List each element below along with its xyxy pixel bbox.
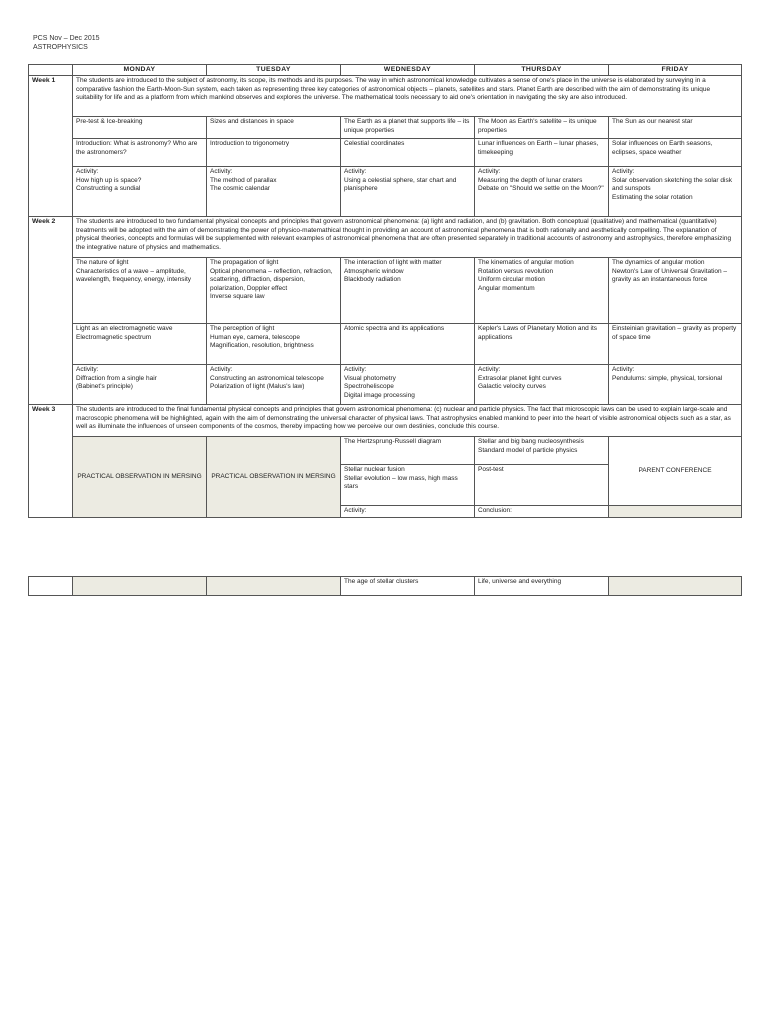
- week2-tue-2: [207, 324, 341, 365]
- week2-row-1: [29, 258, 742, 324]
- cell-line: Inverse square law: [210, 293, 265, 301]
- cell-line: The propagation of light: [210, 259, 279, 267]
- cell-line: Activity:: [344, 168, 367, 176]
- cell-line: Introduction: What is astronomy? Who are the astronomers?: [76, 140, 198, 156]
- cell-line: Solar observation sketching the solar disk and sunspots: [612, 176, 732, 193]
- continuation-thu: Life, universe and everything: [475, 577, 609, 596]
- week2-fri-1: [609, 258, 742, 324]
- cell-line: Debate on "Should we settle on the Moon?": [478, 185, 604, 193]
- day-header-friday: FRIDAY: [609, 65, 742, 76]
- cell-line: Activity:: [612, 168, 635, 176]
- week3-wed-activity: [341, 506, 475, 517]
- week1-tue-1: [207, 117, 341, 139]
- week3-fri-blank: [609, 506, 742, 517]
- header-subject: ASTROPHYSICS: [33, 44, 88, 51]
- week2-intro-row: [29, 217, 742, 258]
- cell-line: The Earth as a planet that supports life – its unique properties: [344, 118, 470, 134]
- week1-fri-2: [609, 139, 742, 167]
- continuation-fri: [609, 577, 742, 596]
- week1-mon-2: [73, 139, 207, 167]
- cell-line: Newton's Law of Universal Gravitation – gravity as an instantaneous force: [612, 267, 728, 284]
- cell-line: How high up is space?: [76, 176, 142, 184]
- continuation-wed: The age of stellar clusters: [341, 577, 475, 596]
- cell-line: Diffraction from a single hair: [76, 374, 157, 382]
- continuation-row: [29, 577, 742, 596]
- cell-line: Polarization of light (Malus's law): [210, 383, 305, 391]
- week1-thu-activity: [475, 167, 609, 217]
- week1-row-3: [29, 167, 742, 217]
- cell-line: Angular momentum: [478, 284, 535, 292]
- cell-line: Extrasolar planet light curves: [478, 374, 562, 382]
- cell-line: Digital image processing: [344, 391, 415, 399]
- cell-line: Einsteinian gravitation – gravity as property of space time: [612, 325, 737, 341]
- cell-line: Electromagnetic spectrum: [76, 333, 152, 341]
- schedule-continuation-table: [28, 576, 742, 596]
- day-header-wednesday: WEDNESDAY: [341, 65, 475, 76]
- week1-thu-2: [475, 139, 609, 167]
- week1-row-2: [29, 139, 742, 167]
- week3-wed-1: [341, 437, 475, 465]
- cell-line: Activity:: [76, 168, 99, 176]
- cell-line: The method of parallax: [210, 176, 277, 184]
- cell-line: Activity:: [612, 366, 635, 374]
- week1-wed-activity: [341, 167, 475, 217]
- week2-tue-activity: [207, 365, 341, 405]
- cell-line: Light as an electromagnetic wave: [76, 325, 173, 333]
- day-header-monday: MONDAY: [73, 65, 207, 76]
- week3-row-1: [29, 437, 742, 465]
- cell-line: Atomic spectra and its applications: [344, 325, 445, 333]
- week1-mon-1: [73, 117, 207, 139]
- week1-wed-1: [341, 117, 475, 139]
- week2-mon-activity: [73, 365, 207, 405]
- week3-wed-2: [341, 465, 475, 506]
- cell-line: Kepler's Laws of Planetary Motion and its applications: [478, 325, 598, 341]
- week3-intro-row: [29, 405, 742, 437]
- week2-row-3: [29, 365, 742, 405]
- day-header-tuesday: TUESDAY: [207, 65, 341, 76]
- week3-label: Week 3: [29, 405, 73, 437]
- week2-thu-activity: [475, 365, 609, 405]
- day-header-row: [29, 65, 742, 76]
- week2-wed-2: [341, 324, 475, 365]
- week1-intro: The students are introduced to the subject of astronomy, its scope, its methods and its purposes. The way in which astronomical knowledge cultivates a sense of one's place in the universe is elaborated by surveying in a comparative fashion the Earth-Moon-Sun system, each taken as representing three key categories of astronomical objects – planets, satellites and stars. Planet Earth are described with the aim of demonstrating its unique suitability for life and as a platform from which mankind observes and explores the universe. The mathematical tools necessary to aid one's orientation in navigating the sky are also introduced.: [73, 76, 742, 117]
- week1-fri-1: [609, 117, 742, 139]
- week3-fri-parent-conference: PARENT CONFERENCE: [609, 437, 742, 506]
- week2-tue-1: [207, 258, 341, 324]
- week1-mon-activity: [73, 167, 207, 217]
- cell-line: The interaction of light with matter: [344, 259, 442, 267]
- cell-line: The nature of light: [76, 259, 129, 267]
- week2-label: Week 2: [29, 217, 73, 258]
- cell-line: The kinematics of angular motion: [478, 259, 574, 267]
- week2-row-2: [29, 324, 742, 365]
- corner-cell: [29, 65, 73, 76]
- cell-line: Celestial coordinates: [344, 140, 405, 148]
- week2-mon-2: [73, 324, 207, 365]
- cell-line: Rotation versus revolution: [478, 267, 554, 275]
- continuation-tue: [207, 577, 341, 596]
- continuation-mon: [73, 577, 207, 596]
- week3-thu-2: [475, 465, 609, 506]
- cell-line: The Moon as Earth's satellite – its unique properties: [478, 118, 597, 134]
- cell-line: Atmospheric window: [344, 267, 404, 275]
- week3-intro: The students are introduced to the final fundamental physical concepts and principles that govern astronomical phenomena: (c) nuclear and particle physics. The fact that microscopic laws can be used to explain large-scale and macroscopic phenomena will be highlighted, again with the aim of demonstrating the universal character of physical laws. That astrophysics enabled mankind to peer into the heart of visible astronomical objects such as a star, as well as illuminate the influences of unseen components of the cosmos, thereby impacting how we perceive our own destinies, conclude this course.: [73, 405, 742, 437]
- cell-line: Magnification, resolution, brightness: [210, 342, 314, 350]
- week2-thu-1: [475, 258, 609, 324]
- cell-line: The cosmic calendar: [210, 185, 270, 193]
- week2-fri-2: [609, 324, 742, 365]
- cell-line: Sizes and distances in space: [210, 118, 294, 126]
- cell-line: Lunar influences on Earth – lunar phases, timekeeping: [478, 140, 599, 156]
- week2-wed-1: [341, 258, 475, 324]
- week2-fri-activity: [609, 365, 742, 405]
- cell-line: Activity:: [76, 366, 99, 374]
- week2-thu-2: [475, 324, 609, 365]
- cell-line: Constructing a sundial: [76, 185, 141, 193]
- cell-line: Pre-test & Ice-breaking: [76, 118, 143, 126]
- week1-tue-activity: [207, 167, 341, 217]
- cell-line: Activity:: [344, 507, 367, 515]
- week3-thu-1: [475, 437, 609, 465]
- week1-wed-2: [341, 139, 475, 167]
- cell-line: Activity:: [210, 366, 233, 374]
- cell-line: Stellar evolution – low mass, high mass stars: [344, 474, 458, 491]
- cell-line: Standard model of particle physics: [478, 446, 578, 454]
- cell-line: Uniform circular motion: [478, 276, 545, 284]
- cell-line: Characteristics of a wave – amplitude, wavelength, frequency, energy, intensity: [76, 267, 192, 284]
- cell-line: Galactic velocity curves: [478, 383, 546, 391]
- cell-line: Solar influences on Earth seasons, eclipses, space weather: [612, 140, 713, 156]
- cell-line: Using a celestial sphere, star chart and planisphere: [344, 176, 457, 193]
- header-course-date: PCS Nov – Dec 2015: [33, 35, 100, 42]
- week1-fri-activity: [609, 167, 742, 217]
- week3-mon-practical: PRACTICAL OBSERVATION IN MERSING: [73, 437, 207, 517]
- cell-line: Optical phenomena – reflection, refraction, scattering, diffraction, dispersion, polarization, Doppler effect: [210, 267, 333, 292]
- cell-line: Blackbody radiation: [344, 276, 401, 284]
- cell-line: Spectroheliscope: [344, 383, 394, 391]
- week2-wed-activity: [341, 365, 475, 405]
- cell-line: Activity:: [478, 366, 501, 374]
- cell-line: Stellar nuclear fusion: [344, 466, 405, 474]
- cell-line: Post-test: [478, 466, 504, 474]
- day-header-thursday: THURSDAY: [475, 65, 609, 76]
- cell-line: Visual photometry: [344, 374, 396, 382]
- cell-line: Stellar and big bang nucleosynthesis: [478, 438, 584, 446]
- cell-line: (Babinet's principle): [76, 383, 133, 391]
- cell-line: Constructing an astronomical telescope: [210, 374, 324, 382]
- cell-line: The Sun as our nearest star: [612, 118, 693, 126]
- cell-line: The dynamics of angular motion: [612, 259, 705, 267]
- cell-line: The perception of light: [210, 325, 275, 333]
- schedule-table: [28, 64, 742, 518]
- cell-line: Activity:: [210, 168, 233, 176]
- week3-thu-conclusion: [475, 506, 609, 517]
- cell-line: Measuring the depth of lunar craters: [478, 176, 583, 184]
- cell-line: Conclusion:: [478, 507, 512, 515]
- week1-label: Week 1: [29, 76, 73, 117]
- cell-line: The Hertzsprung-Russell diagram: [344, 438, 442, 446]
- cell-line: Introduction to trigonometry: [210, 140, 290, 148]
- week3-tue-practical: PRACTICAL OBSERVATION IN MERSING: [207, 437, 341, 517]
- week1-row-1: [29, 117, 742, 139]
- cell-line: Activity:: [344, 366, 367, 374]
- week1-tue-2: [207, 139, 341, 167]
- cell-line: Pendulums: simple, physical, torsional: [612, 374, 723, 382]
- week1-intro-row: [29, 76, 742, 117]
- week2-mon-1: [73, 258, 207, 324]
- week2-intro: The students are introduced to two fundamental physical concepts and principles that govern astronomical phenomena: (a) light and radiation, and (b) gravitation. Both conceptual (qualitative) and mathematical (quantitative) treatments will be adopted with the aim of demonstrating the power of physico-matemathical thought in providing an account of astronomical phenomena that is both rationally and aesthetically compelling. The explanation of physical theories, concepts and formulas will be supplemented with relevant examples of astronomical phenomena that are often presented separately in traditional accounts of astronomy and astrophysics, therefore emphasizing the integrative nature of physics and mathematics.: [73, 217, 742, 258]
- cell-line: Estimating the solar rotation: [612, 193, 693, 201]
- cell-line: Human eye, camera, telescope: [210, 333, 300, 341]
- week1-thu-1: [475, 117, 609, 139]
- document-header: [33, 34, 100, 52]
- cell-line: Activity:: [478, 168, 501, 176]
